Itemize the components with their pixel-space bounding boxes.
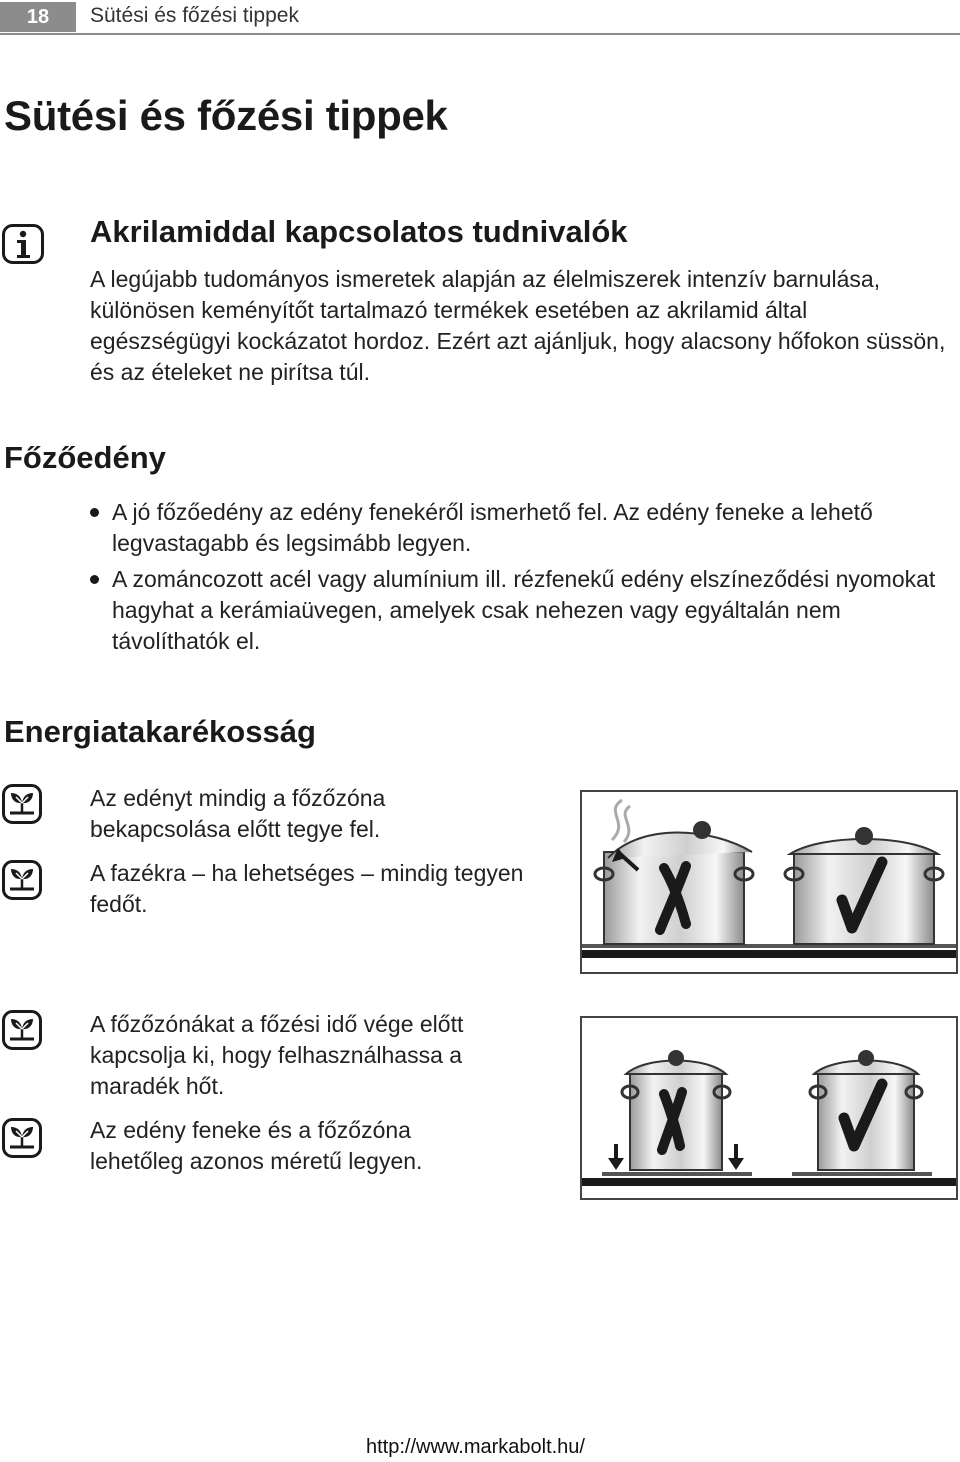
list-item: A jó főzőedény az edény fenekéről ismerhető fel. Az edény feneke a lehető legvastagabb és legsimább legyen. bbox=[90, 497, 950, 559]
energy-tip: A főzőzónákat a főzési idő vége előtt kapcsolja ki, hogy felhasználhassa a maradék hőt. bbox=[90, 1011, 464, 1099]
cookware-heading: Főzőedény bbox=[4, 440, 166, 475]
info-icon bbox=[2, 224, 44, 264]
eco-plant-icon bbox=[2, 860, 42, 905]
footer-url[interactable]: http://www.markabolt.hu/ bbox=[366, 1436, 585, 1458]
eco-plant-icon bbox=[2, 784, 42, 829]
pot-size-comparison-illustration bbox=[580, 1016, 958, 1200]
cookware-bullet-list bbox=[90, 497, 950, 662]
info-heading: Akrilamiddal kapcsolatos tudnivalók bbox=[90, 214, 628, 249]
info-paragraph: A legújabb tudományos ismeretek alapján az élelmiszerek intenzív barnulása, különösen keményítőt tartalmazó termékek esetében az akrilamid által egészségügyi kockázatot hordoz. Ezért azt ajánljuk, hogy alacsony hőfokon süssön, és az ételeket ne pirítsa túl. bbox=[90, 266, 946, 385]
page-title: Sütési és főzési tippek bbox=[4, 92, 448, 139]
running-title: Sütési és főzési tippek bbox=[90, 4, 299, 27]
energy-tip: A fazékra – ha lehetséges – mindig tegyen fedőt. bbox=[90, 860, 524, 917]
list-item: A zománcozott acél vagy alumínium ill. rézfenekű edény elszíneződési nyomokat hagyhat a kerámiaüvegen, amelyek csak nehezen vagy egyáltalán nem távolíthatók el. bbox=[90, 564, 950, 657]
eco-plant-icon bbox=[2, 1118, 42, 1163]
lid-comparison-illustration bbox=[580, 790, 958, 974]
page-number: 18 bbox=[0, 2, 76, 32]
energy-tip: Az edényt mindig a főzőzóna bekapcsolása előtt tegye fel. bbox=[90, 785, 386, 842]
eco-plant-icon bbox=[2, 1010, 42, 1055]
header-divider bbox=[0, 33, 960, 35]
energy-heading: Energiatakarékosság bbox=[4, 714, 316, 749]
energy-tip: Az edény feneke és a főzőzóna lehetőleg azonos méretű legyen. bbox=[90, 1117, 423, 1174]
